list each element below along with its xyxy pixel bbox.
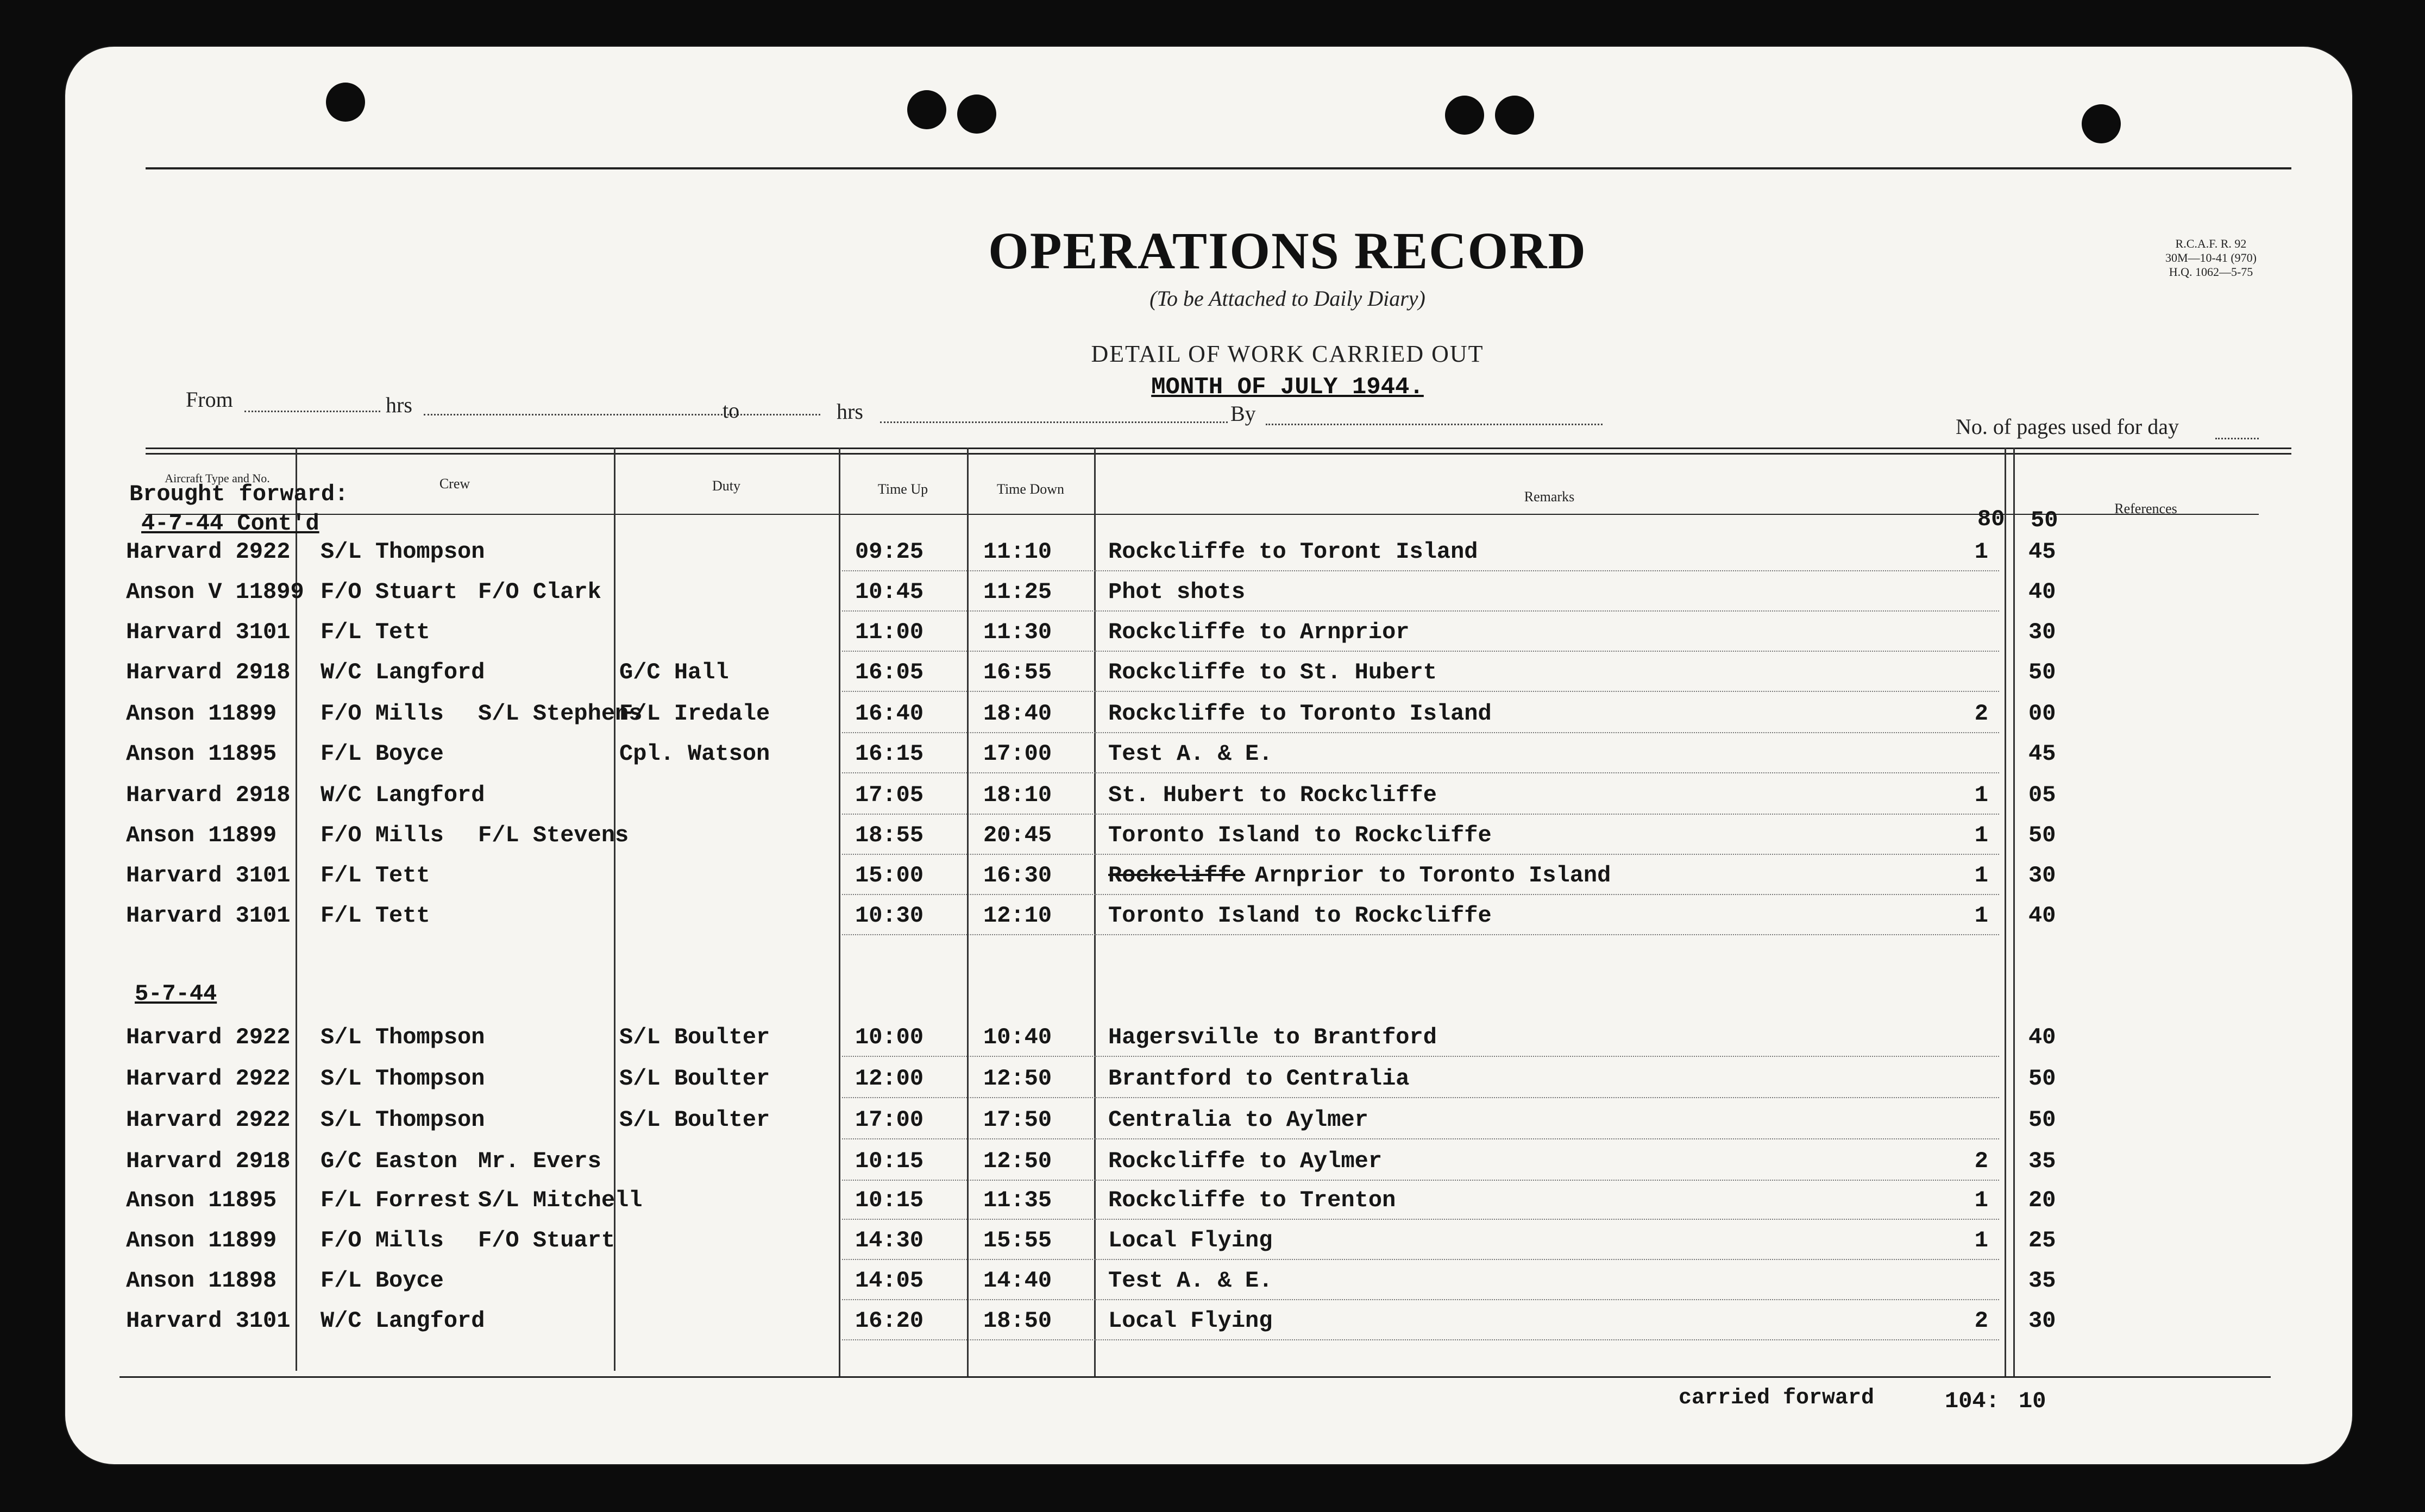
minutes-cell: 40 (2028, 579, 2056, 605)
punch-hole (907, 90, 946, 129)
time-down-cell: 16:55 (983, 659, 1052, 685)
crew-cell: W/C Langford (321, 659, 485, 685)
hours-cell: 1 (1974, 1227, 1988, 1253)
row-guide (842, 1056, 1999, 1057)
time-up-cell: 14:05 (855, 1268, 924, 1294)
col-duty: Duty (712, 478, 740, 494)
minutes-cell: 40 (2028, 903, 2056, 929)
hours-cell: 1 (1974, 903, 1988, 929)
aircraft-cell: Harvard 2922 (126, 539, 291, 565)
row-guide (842, 854, 1999, 855)
duty-cell: G/C Hall (619, 659, 729, 685)
remarks-cell: Hagersville to Brantford (1108, 1024, 1437, 1050)
col-references: References (2114, 501, 2177, 516)
time-up-cell: 16:40 (855, 701, 924, 727)
crew-cell: F/L Tett (321, 903, 430, 929)
col-remarks: Remarks (1524, 489, 1575, 505)
aircraft-cell: Harvard 3101 (126, 1308, 291, 1334)
time-down-cell: 11:35 (983, 1187, 1052, 1213)
remarks-cell: Rockcliffe to Trenton (1108, 1187, 1396, 1213)
minutes-cell: 35 (2028, 1148, 2056, 1174)
hours-cell: 2 (1974, 1148, 1988, 1174)
row-guide (842, 934, 1999, 935)
carried-forward-minutes: 10 (2019, 1388, 2046, 1414)
hours-cell: 2 (1974, 701, 1988, 727)
aircraft-cell: Anson 11899 (126, 822, 277, 848)
col-divider (2013, 448, 2015, 1376)
brought-forward-hours: 80 (1977, 506, 2005, 532)
duty-cell: S/L Boulter (619, 1024, 770, 1050)
header-bottom-rule (146, 514, 2259, 515)
time-down-cell: 11:30 (983, 619, 1052, 645)
crew-cell: F/L Forrest (321, 1187, 472, 1213)
row-guide (842, 651, 1999, 652)
pages-field (2215, 438, 2259, 439)
time-down-cell: 12:50 (983, 1148, 1052, 1174)
aircraft-cell: Harvard 2922 (126, 1107, 291, 1133)
crew-cell: F/O Mills (321, 701, 444, 727)
col-divider (967, 448, 969, 1376)
time-down-cell: 18:50 (983, 1308, 1052, 1334)
time-up-cell: 11:00 (855, 619, 924, 645)
carried-forward-hours: 104: (1945, 1388, 2000, 1414)
to-label: to (723, 398, 740, 423)
remarks-cell: Rockcliffe to Arnprior (1108, 619, 1410, 645)
time-down-cell: 15:55 (983, 1227, 1052, 1253)
to-time-field (880, 421, 1228, 423)
crew-cell: F/O Mills (321, 822, 444, 848)
time-up-cell: 14:30 (855, 1227, 924, 1253)
row-guide (842, 1259, 1999, 1260)
time-down-cell: 20:45 (983, 822, 1052, 848)
hours-cell: 1 (1974, 862, 1988, 889)
crew-cell-2: S/L Mitchell (478, 1187, 643, 1213)
duty-cell: S/L Boulter (619, 1107, 770, 1133)
remarks-cell: Brantford to Centralia (1108, 1066, 1410, 1092)
aircraft-cell: Anson 11898 (126, 1268, 277, 1294)
col-crew: Crew (439, 476, 470, 492)
aircraft-cell: Harvard 3101 (126, 862, 291, 889)
crew-cell: G/C Easton (321, 1148, 458, 1174)
time-up-cell: 15:00 (855, 862, 924, 889)
section-date-2: 5-7-44 (135, 981, 217, 1007)
minutes-cell: 35 (2028, 1268, 2056, 1294)
remarks-cell: St. Hubert to Rockcliffe (1108, 782, 1437, 808)
time-up-cell: 16:20 (855, 1308, 924, 1334)
row-guide (842, 1299, 1999, 1300)
time-up-cell: 12:00 (855, 1066, 924, 1092)
aircraft-cell: Harvard 2918 (126, 782, 291, 808)
remarks-cell: Local Flying (1108, 1227, 1273, 1253)
time-up-cell: 10:15 (855, 1148, 924, 1174)
row-guide (842, 1097, 1999, 1098)
section-date-1: 4-7-44 Cont'd (141, 511, 319, 537)
minutes-cell: 20 (2028, 1187, 2056, 1213)
crew-cell: W/C Langford (321, 782, 485, 808)
punch-hole (2082, 104, 2121, 143)
minutes-cell: 50 (2028, 659, 2056, 685)
time-down-cell: 12:10 (983, 903, 1052, 929)
punch-hole (1445, 96, 1484, 135)
aircraft-cell: Harvard 2922 (126, 1066, 291, 1092)
minutes-cell: 50 (2028, 1107, 2056, 1133)
col-divider (2005, 448, 2006, 1376)
crew-cell: F/O Mills (321, 1227, 444, 1253)
minutes-cell: 30 (2028, 1308, 2056, 1334)
minutes-cell: 30 (2028, 862, 2056, 889)
time-down-cell: 11:10 (983, 539, 1052, 565)
from-label: From (186, 387, 233, 412)
col-aircraft: Aircraft Type and No. (165, 471, 270, 485)
time-down-cell: 10:40 (983, 1024, 1052, 1050)
from-time-field (424, 414, 820, 415)
minutes-cell: 50 (2028, 822, 2056, 848)
by-label: By (1230, 401, 1256, 426)
time-down-cell: 17:00 (983, 741, 1052, 767)
table-top-rule-2 (146, 453, 2291, 455)
crew-cell: F/O Stuart (321, 579, 458, 605)
remarks-cell: Centralia to Aylmer (1108, 1107, 1368, 1133)
hours-cell: 1 (1974, 1187, 1988, 1213)
page-subtitle: (To be Attached to Daily Diary) (1149, 286, 1425, 311)
punch-hole (957, 94, 996, 134)
time-up-cell: 18:55 (855, 822, 924, 848)
time-up-cell: 10:00 (855, 1024, 924, 1050)
record-card (65, 47, 2352, 1464)
detail-heading: DETAIL OF WORK CARRIED OUT (1091, 341, 1484, 367)
duty-cell: Cpl. Watson (619, 741, 770, 767)
row-guide (842, 894, 1999, 895)
aircraft-cell: Anson 11895 (126, 1187, 277, 1213)
crew-cell: F/L Boyce (321, 1268, 444, 1294)
hours-cell: 1 (1974, 782, 1988, 808)
crew-cell-2: F/O Clark (478, 579, 601, 605)
hrs-label-2: hrs (837, 399, 863, 424)
punch-hole (1495, 96, 1534, 135)
crew-cell: S/L Thompson (321, 1024, 485, 1050)
time-down-cell: 16:30 (983, 862, 1052, 889)
remarks-cell: Phot shots (1108, 579, 1246, 605)
carried-forward-label: carried forward (1679, 1386, 1875, 1410)
crew-cell: S/L Thompson (321, 539, 485, 565)
minutes-cell: 45 (2028, 539, 2056, 565)
remarks-cell: Toronto Island to Rockcliffe (1108, 903, 1492, 929)
col-time-up: Time Up (877, 481, 928, 497)
remarks-cell: Test A. & E. (1108, 1268, 1273, 1294)
row-guide (842, 772, 1999, 773)
remarks-cell: Toronto Island to Rockcliffe (1108, 822, 1492, 848)
minutes-cell: 50 (2028, 1066, 2056, 1092)
aircraft-cell: Harvard 2918 (126, 659, 291, 685)
month-heading: MONTH OF JULY 1944. (1151, 374, 1424, 401)
crew-cell: F/L Tett (321, 619, 430, 645)
hours-cell: 1 (1974, 539, 1988, 565)
time-up-cell: 17:00 (855, 1107, 924, 1133)
crew-cell-2: F/O Stuart (478, 1227, 615, 1253)
form-reference: R.C.A.F. R. 92 30M—10-41 (970) H.Q. 1062—5-75 (2165, 237, 2257, 279)
col-time-down: Time Down (996, 481, 1064, 497)
hrs-label-1: hrs (386, 393, 412, 417)
brought-forward-minutes: 50 (2031, 507, 2058, 533)
time-up-cell: 16:05 (855, 659, 924, 685)
remarks-cell: Rockcliffe to St. Hubert (1108, 659, 1437, 685)
row-guide (842, 610, 1999, 612)
aircraft-cell: Harvard 3101 (126, 903, 291, 929)
minutes-cell: 25 (2028, 1227, 2056, 1253)
minutes-cell: 00 (2028, 701, 2056, 727)
minutes-cell: 40 (2028, 1024, 2056, 1050)
minutes-cell: 45 (2028, 741, 2056, 767)
row-guide (842, 1339, 1999, 1340)
aircraft-cell: Harvard 2918 (126, 1148, 291, 1174)
crew-cell: F/L Boyce (321, 741, 444, 767)
remarks-cell: Rockcliffe to Toronto Island (1108, 701, 1492, 727)
time-up-cell: 17:05 (855, 782, 924, 808)
col-divider (1094, 448, 1096, 1376)
aircraft-cell: Harvard 3101 (126, 619, 291, 645)
col-divider (839, 448, 840, 1376)
row-guide (842, 570, 1999, 571)
row-guide (842, 1180, 1999, 1181)
time-down-cell: 12:50 (983, 1066, 1052, 1092)
row-guide (842, 1138, 1999, 1139)
time-up-cell: 10:30 (855, 903, 924, 929)
time-down-cell: 17:50 (983, 1107, 1052, 1133)
time-up-cell: 16:15 (855, 741, 924, 767)
time-down-cell: 18:10 (983, 782, 1052, 808)
remarks-cell: Rockcliffe to Aylmer (1108, 1148, 1383, 1174)
aircraft-cell: Anson V 11899 (126, 579, 304, 605)
time-up-cell: 09:25 (855, 539, 924, 565)
row-guide (842, 691, 1999, 692)
duty-cell: F/L Iredale (619, 701, 770, 727)
remarks-cell: Test A. & E. (1108, 741, 1273, 767)
minutes-cell: 30 (2028, 619, 2056, 645)
crew-cell: S/L Thompson (321, 1107, 485, 1133)
hours-cell: 1 (1974, 822, 1988, 848)
row-guide (842, 814, 1999, 815)
crew-cell: S/L Thompson (321, 1066, 485, 1092)
remarks-cell: Rockcliffe to Toront Island (1108, 539, 1478, 565)
aircraft-cell: Anson 11895 (126, 741, 277, 767)
row-guide (842, 1219, 1999, 1220)
table-bottom-rule (120, 1376, 2271, 1378)
top-rule (146, 167, 2291, 169)
crew-cell-2: F/L Stevens (478, 822, 629, 848)
aircraft-cell: Anson 11899 (126, 1227, 277, 1253)
crew-cell: W/C Langford (321, 1308, 485, 1334)
time-up-cell: 10:15 (855, 1187, 924, 1213)
minutes-cell: 05 (2028, 782, 2056, 808)
page-title: OPERATIONS RECORD (988, 222, 1587, 280)
remarks-cell: Local Flying (1108, 1308, 1273, 1334)
crew-cell-2: S/L Stephens (478, 701, 643, 727)
from-field (244, 411, 380, 412)
hours-cell: 2 (1974, 1308, 1988, 1334)
duty-cell: S/L Boulter (619, 1066, 770, 1092)
crew-cell: F/L Tett (321, 862, 430, 889)
time-down-cell: 18:40 (983, 701, 1052, 727)
punch-hole (326, 83, 365, 122)
time-down-cell: 11:25 (983, 579, 1052, 605)
pages-label: No. of pages used for day (1956, 414, 2179, 439)
aircraft-cell: Harvard 2922 (126, 1024, 291, 1050)
brought-forward-label: Brought forward: (129, 481, 349, 507)
time-down-cell: 14:40 (983, 1268, 1052, 1294)
time-up-cell: 10:45 (855, 579, 924, 605)
remarks-cell: Arnprior to Toronto Island (1255, 862, 1611, 889)
table-top-rule (146, 448, 2291, 449)
remarks-struck-text: Rockcliffe (1108, 862, 1246, 889)
by-field (1266, 424, 1603, 425)
aircraft-cell: Anson 11899 (126, 701, 277, 727)
crew-cell-2: Mr. Evers (478, 1148, 601, 1174)
row-guide (842, 732, 1999, 733)
